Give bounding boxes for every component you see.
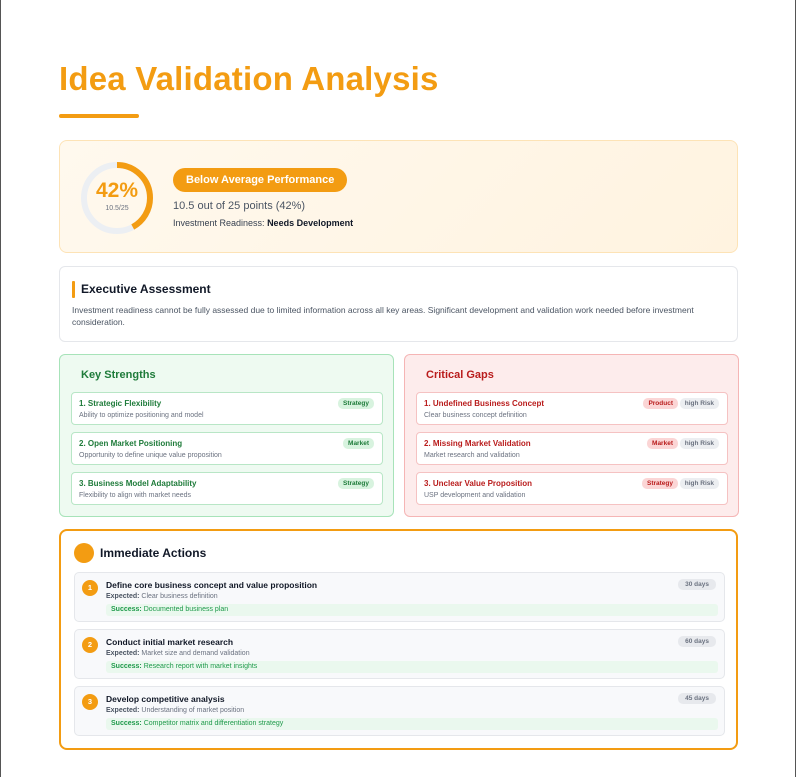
- executive-title: Executive Assessment: [81, 282, 211, 296]
- action-title: Develop competitive analysis: [106, 694, 225, 704]
- action-item: [74, 686, 725, 736]
- expected-label: Expected:: [106, 593, 140, 600]
- action-title: Define core business concept and value proposition: [106, 580, 318, 590]
- success-label: Success:: [111, 606, 142, 613]
- expected-label: Expected:: [106, 707, 140, 714]
- action-item: [74, 572, 725, 622]
- score-fraction: 10.5/25: [105, 205, 129, 212]
- success-value: Documented business plan: [143, 606, 229, 613]
- strength-title: 3. Business Model Adaptability: [79, 479, 197, 488]
- expected-label: Expected:: [106, 650, 140, 657]
- risk-tag: high Risk: [680, 478, 719, 489]
- immediate-actions-card: [59, 529, 738, 750]
- action-number: 2: [82, 637, 98, 653]
- investment-readiness: [173, 218, 353, 228]
- action-expected: [106, 593, 218, 600]
- readiness-label: Investment Readiness:: [173, 218, 265, 228]
- gap-title: 3. Unclear Value Proposition: [424, 479, 533, 488]
- category-tag: Market: [647, 438, 678, 449]
- category-tag: Market: [343, 438, 374, 449]
- gap-desc: Market research and validation: [424, 452, 520, 459]
- executive-text: Investment readiness cannot be fully assessed due to limited information across all key areas. Significant development and validation work needed before investment consideration.: [72, 305, 694, 327]
- action-number: 3: [82, 694, 98, 710]
- category-tag: Strategy: [642, 478, 678, 489]
- strength-item: [71, 472, 383, 505]
- readiness-value: Needs Development: [267, 218, 354, 228]
- actions-dot-icon: [74, 543, 94, 563]
- score-card: [59, 140, 738, 253]
- strength-desc: Flexibility to align with market needs: [79, 492, 192, 499]
- gap-desc: USP development and validation: [424, 492, 526, 499]
- executive-accent-bar: [72, 281, 75, 298]
- gap-title: 1. Undefined Business Concept: [424, 399, 545, 408]
- expected-value: Understanding of market position: [141, 707, 245, 714]
- action-number: 1: [82, 580, 98, 596]
- timeline-badge: 60 days: [678, 636, 716, 647]
- critical-gaps-panel: [404, 354, 739, 517]
- gap-desc: Clear business concept definition: [424, 412, 527, 419]
- action-success: [106, 661, 718, 673]
- success-label: Success:: [111, 663, 142, 670]
- category-tag: Strategy: [338, 478, 374, 489]
- expected-value: Clear business definition: [141, 593, 218, 600]
- performance-badge: Below Average Performance: [173, 168, 347, 192]
- action-success: [106, 604, 718, 616]
- gap-item: [416, 472, 728, 505]
- score-percent: 42%: [95, 179, 139, 202]
- success-value: Research report with market insights: [143, 663, 258, 670]
- gap-item: [416, 432, 728, 465]
- success-label: Success:: [111, 720, 142, 727]
- expected-value: Market size and demand validation: [141, 650, 250, 657]
- title-underline: [59, 114, 139, 118]
- timeline-badge: 30 days: [678, 579, 716, 590]
- strength-item: [71, 392, 383, 425]
- page-title: Idea Validation Analysis: [59, 60, 439, 97]
- gap-title: 2. Missing Market Validation: [424, 439, 531, 448]
- gaps-title: Critical Gaps: [426, 369, 494, 381]
- key-strengths-panel: [59, 354, 394, 517]
- action-expected: [106, 707, 244, 714]
- strength-title: 2. Open Market Positioning: [79, 439, 183, 448]
- success-value: Competitor matrix and differentiation strategy: [143, 720, 284, 727]
- strengths-title: Key Strengths: [81, 369, 156, 381]
- gap-item: [416, 392, 728, 425]
- category-tag: Strategy: [338, 398, 374, 409]
- action-expected: [106, 650, 250, 657]
- strength-desc: Ability to optimize positioning and model: [79, 412, 204, 419]
- risk-tag: high Risk: [680, 438, 719, 449]
- risk-tag: high Risk: [680, 398, 719, 409]
- strength-item: [71, 432, 383, 465]
- action-item: [74, 629, 725, 679]
- strength-title: 1. Strategic Flexibility: [79, 399, 162, 408]
- action-title: Conduct initial market research: [106, 637, 234, 647]
- points-text: 10.5 out of 25 points (42%): [173, 200, 306, 212]
- timeline-badge: 45 days: [678, 693, 716, 704]
- action-success: [106, 718, 718, 730]
- executive-assessment-card: [59, 266, 738, 342]
- strength-desc: Opportunity to define unique value proposition: [79, 452, 222, 459]
- actions-title: Immediate Actions: [100, 546, 207, 560]
- category-tag: Product: [643, 398, 678, 409]
